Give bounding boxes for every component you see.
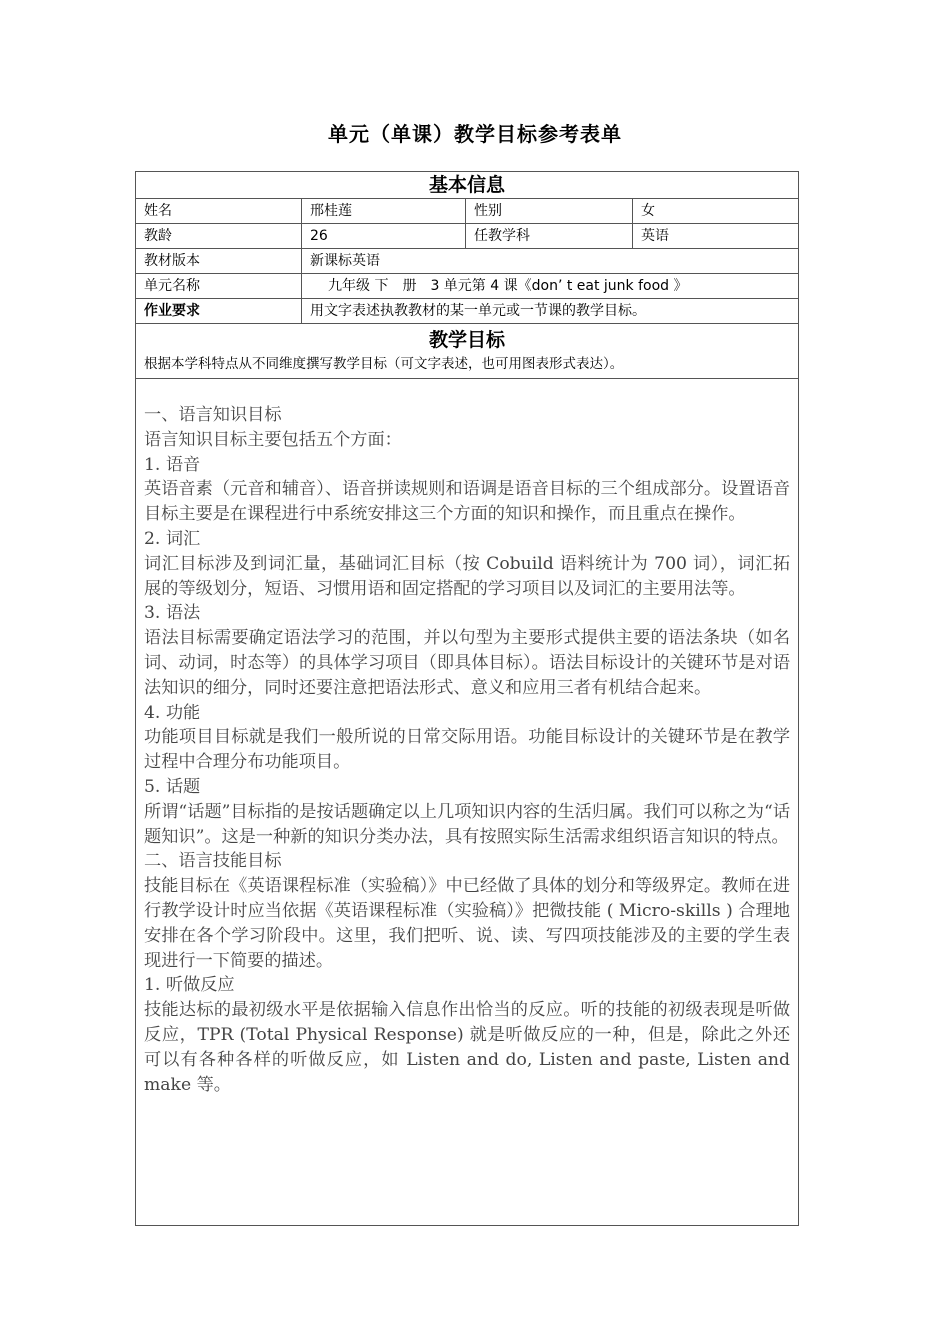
task-value: 用文字表述执教教材的某一单元或一节课的教学目标。	[302, 299, 799, 324]
teaching-years-value: 26	[302, 224, 466, 249]
gender-value: 女	[633, 199, 799, 224]
name-value: 邢桂莲	[302, 199, 466, 224]
content-paragraph: 技能达标的最初级水平是依据输入信息作出恰当的反应。听的技能的初级表现是听做反应，TPR (Total Physical Response) 就是听做反应的一种，但是，除此之外还可以有各种各样的听做反应，如 Listen and do, Listen and paste, Listen and make 等。	[144, 1000, 791, 1095]
basic-info-heading: 基本信息	[136, 172, 799, 199]
content-paragraph: 技能目标在《英语课程标准（实验稿）》中已经做了具体的划分和等级界定。教师在进行教学设计时应当依据《英语课程标准（实验稿）》把微技能 ( Micro-skills ) 合理地安排在各个学习阶段中。这里，我们把听、说、读、写四项技能涉及的主要的学生表现进行一下简要的描述。	[144, 876, 791, 971]
content-paragraph: 2. 词汇	[144, 528, 201, 549]
lesson-goal-form	[135, 171, 799, 1226]
content-paragraph: 3. 语法	[144, 603, 201, 624]
content-paragraph: 英语音素（元音和辅音）、语音拼读规则和语调是语音目标的三个组成部分。设置语音目标主要是在课程进行中系统安排这三个方面的知识和操作，而且重点在操作。	[144, 479, 791, 525]
unit-label: 单元名称	[136, 274, 302, 299]
content-paragraph: 二、语言技能目标	[144, 851, 282, 872]
gender-label: 性别	[466, 199, 633, 224]
content-paragraph: 语法目标需要确定语法学习的范围，并以句型为主要形式提供主要的语法条块（如名词、动词，时态等）的具体学习项目（即具体目标）。语法目标设计的关键环节是对语法知识的细分，同时还要注意把语法形式、意义和应用三者有机结合起来。	[144, 628, 791, 698]
textbook-value: 新课标英语	[302, 249, 799, 274]
content-paragraph: 5. 话题	[144, 776, 201, 797]
page-title: 单元（单课）教学目标参考表单	[328, 122, 622, 146]
content-paragraph: 所谓“话题”目标指的是按话题确定以上几项知识内容的生活归属。我们可以称之为“话题知识”。这是一种新的知识分类办法，具有按照实际生活需求组织语言知识的特点。	[144, 801, 791, 847]
content-paragraph: 1. 听做反应	[144, 975, 235, 996]
goals-content	[136, 379, 799, 1226]
subject-label: 任教学科	[466, 224, 633, 249]
textbook-label: 教材版本	[136, 249, 302, 274]
task-label: 作业要求	[136, 299, 302, 324]
content-paragraph: 语言知识目标主要包括五个方面：	[144, 429, 402, 450]
goals-header	[136, 324, 799, 379]
content-paragraph: 功能项目目标就是我们一般所说的日常交际用语。功能目标设计的关键环节是在教学过程中合理分布功能项目。	[144, 727, 791, 773]
content-paragraph: 1. 语音	[144, 454, 201, 475]
teaching-years-label: 教龄	[136, 224, 302, 249]
goals-heading: 教学目标	[429, 329, 506, 351]
content-paragraph: 一、语言知识目标	[144, 405, 282, 425]
name-label: 姓名	[136, 199, 302, 224]
content-paragraph: 4. 功能	[144, 702, 201, 723]
content-paragraph: 词汇目标涉及到词汇量，基础词汇目标（按 Cobuild 语料统计为 700 词），词汇拓展的等级划分，短语、习惯用语和固定搭配的学习项目以及词汇的主要用法等。	[144, 553, 791, 599]
goals-description: 根据本学科特点从不同维度撰写教学目标（可文字表述，也可用图表形式表达）。	[144, 356, 624, 372]
unit-value: 九年级 下 册 3 单元第 4 课《don’ t eat junk food 》	[302, 274, 799, 299]
subject-value: 英语	[633, 224, 799, 249]
